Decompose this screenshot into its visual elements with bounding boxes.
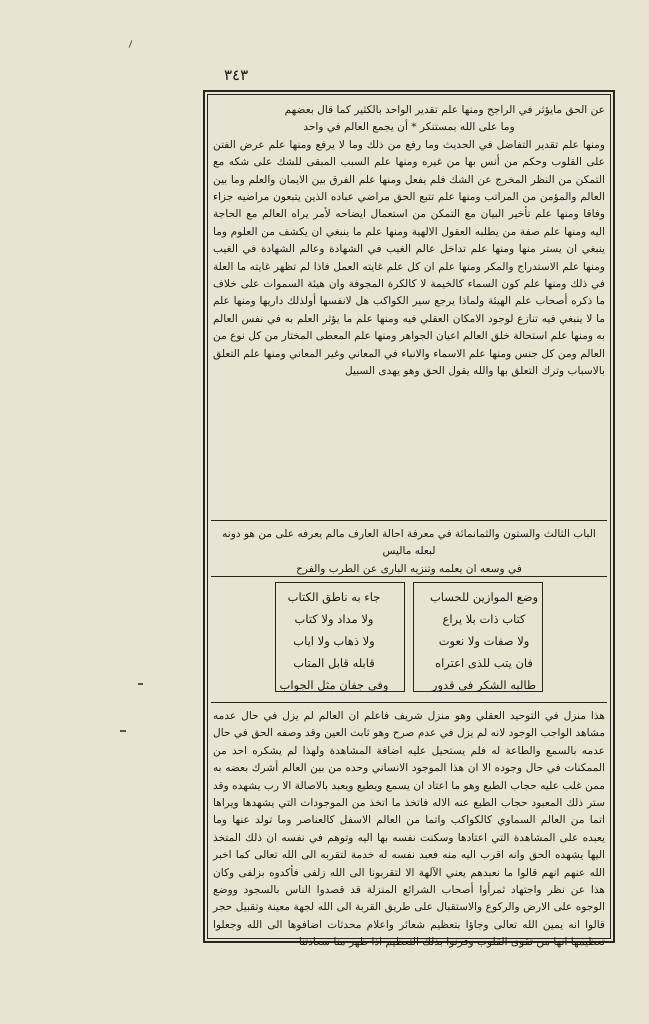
- poem-hemistich: طالبه الشكر فى قدور: [431, 678, 537, 692]
- divider-rule: [211, 576, 607, 577]
- poem-table: [275, 582, 543, 696]
- poem-hemistich: ولا صفات ولا نعوت: [438, 634, 530, 648]
- poem-hemistich: ولا ذهاب ولا اياب: [293, 634, 375, 648]
- poem-hemistich: كتاب ذات بلا يراع: [442, 612, 526, 626]
- poem-hemistich: جاء به ناطق الكتاب: [287, 590, 381, 604]
- divider-rule: [211, 520, 607, 521]
- poem-hemistich: فان يتب للذى اعتراه: [435, 656, 533, 670]
- chapter-heading: [213, 526, 605, 575]
- chapter-heading-line-2: في وسعه ان يعلمه وتنزيه البارى عن الطرب والفرح: [296, 562, 522, 575]
- poem-hemistich: وفى جفان مثل الجواب: [279, 678, 389, 692]
- bottom-text-block: [213, 708, 605, 949]
- opening-line-1: عن الحق مايؤثر في الراجح ومنها علم تقدير الواحد بالكثير كما قال بعضهم: [284, 104, 605, 116]
- page-number: ٣٤٣: [224, 66, 249, 84]
- poem-hemistich: ولا مداد ولا كتاب: [294, 612, 374, 626]
- verse-line: وما على الله بمستنكر * أن يجمع العالم في واحد: [303, 121, 515, 134]
- top-body-text: ومنها علم تقدير التفاضل في الحديث وما رفع من ذلك وما لا يرفع ومنها علم عرض الفتن على القلوب وحكم من أنس بها من غيره ومنها علم السبب المبقى للشك على شكه مع التمكن من النظر المخرج عن الشك فلم يفعل ومنها علم الفرق بين الايمان والعلم وما بين العالم والمؤمن من المراتب ومنها علم تتبع الحق مراضي عباده الذين يتبعون مراضيه جزاء وفاقا ومنها علم تأخير البيان مع التمكن من استعمال ايضاحه لأمر يراه العالم مع الحاجة اليه ومنها علم صفة من يطلبه العقول الالهية ومنها علم ما ينبغي ان يكشف من العلوم وما ينبغي ان يستر منها ومنها علم تداخل عالم الغيب في الشهادة وعالم الشهادة في الغيب ومنها علم الاستدراج والمكر ومنها علم ان كل علم غايته العمل فاذا لم تظهر غايته ما العلة في ذلك ومنها علم كون السماء كالخيمة لا كالكرة المجوفة وان هيئة السموات على خلاف ما ذكره أصحاب علم الهيئة ولماذا يرجع سير الكواكب هل لانفسها أولذلك داريها ومنها علم ما لا ينبغي فيه تنازع لوجود الامكان العقلي فيه ومنها علم ما يؤثر العلم به في نفس العالم به ومنها علم استحالة خلق العالم اعيان الجواهر ومنها علم المعطى المختار من كل نوع من العالم ومن كل جنس ومنها علم الاسماء والانباء في المعاني وغير المعاني ومنها علم التعلق بالاسباب وترك التعلق بها والله يقول الحق وهو يهدى السبيل: [213, 138, 605, 378]
- chapter-heading-line-1: الباب الثالث والستون والثمانمائة في معرفة احالة العارف مالم يعرفه على من هو دونه لبعله ماليس: [222, 528, 596, 558]
- paper-mark: [138, 683, 143, 685]
- poem-column-right: [425, 586, 543, 696]
- poem-hemistich: وضع الموازين للحساب: [429, 590, 539, 604]
- text-frame: [203, 90, 615, 949]
- poem-hemistich: قابله قابل المتاب: [293, 656, 375, 670]
- top-text-block: [213, 102, 605, 512]
- paper-mark: [129, 40, 133, 48]
- paper-mark: [120, 730, 126, 732]
- bottom-body-text: هذا منزل في التوحيد العقلي وهو منزل شريف فاعلم ان العالم لم يزل في حال عدمه مشاهد الواجب الوجود لانه لم يزل في عدم صرح وهو ثابت العين وقد وصفه الحق في حال عدمه بالسمع والطاعة له فلم يستحيل عليه اضافة المشاهدة ولهذا لم يشكره احد من الممكنات في حال وجوده الا ان هذا الموجود الانساني وحده من بين العالم أشرك بعضه به ممن غلب عليه حجاب الطبع وهو ما اعتاد ان يسمع ويطيع ويعبد بالاصالة الا رب يشهده وقد ستر ذلك المعبود حجاب الطبع عنه الاله فاتخذ ما اتخذ من الموجودات التي يشهدها ويراها اتما من العالم السماوي كالكواكب واتما من العالم الاسفل كالعناصر وما تولد عنها وما يعبده على المشاهدة التي اعتادها وسكنت نفسه بها اليه وتوهم في نفسه ان ذلك المتخذ اليها يشهده الحق وانه اقرب اليه منه فعبد نفسه له خدمة لتقربه الى الله تعالى كما اخبر الله عنهم انهم قالوا ما نعبدهم يعني الآلهة الا لتقربونا الى الله زلفى فأكدوه بزلفى وكان هذا عن نظر واجتهاد ثمرأوا أصحاب الشرائع المنزلة قد قصدوا الناس بالسجود ووضع الوجوه على الارض والركوع والاستقبال على طريق القربة الى الله لجهة معينة وتقبيل حجر قالوا انه يمين الله تعالى وجاؤا بتعظيم شعائر واعلام محدثات اضافوها الى الله وجعلوا تعظيمها انها من تقوى القلوب وقرنوا بذلك التعظيم اذا ظهر منا سعادتنا: [213, 710, 605, 949]
- poem-column-left: [275, 586, 393, 696]
- divider-rule: [211, 702, 607, 703]
